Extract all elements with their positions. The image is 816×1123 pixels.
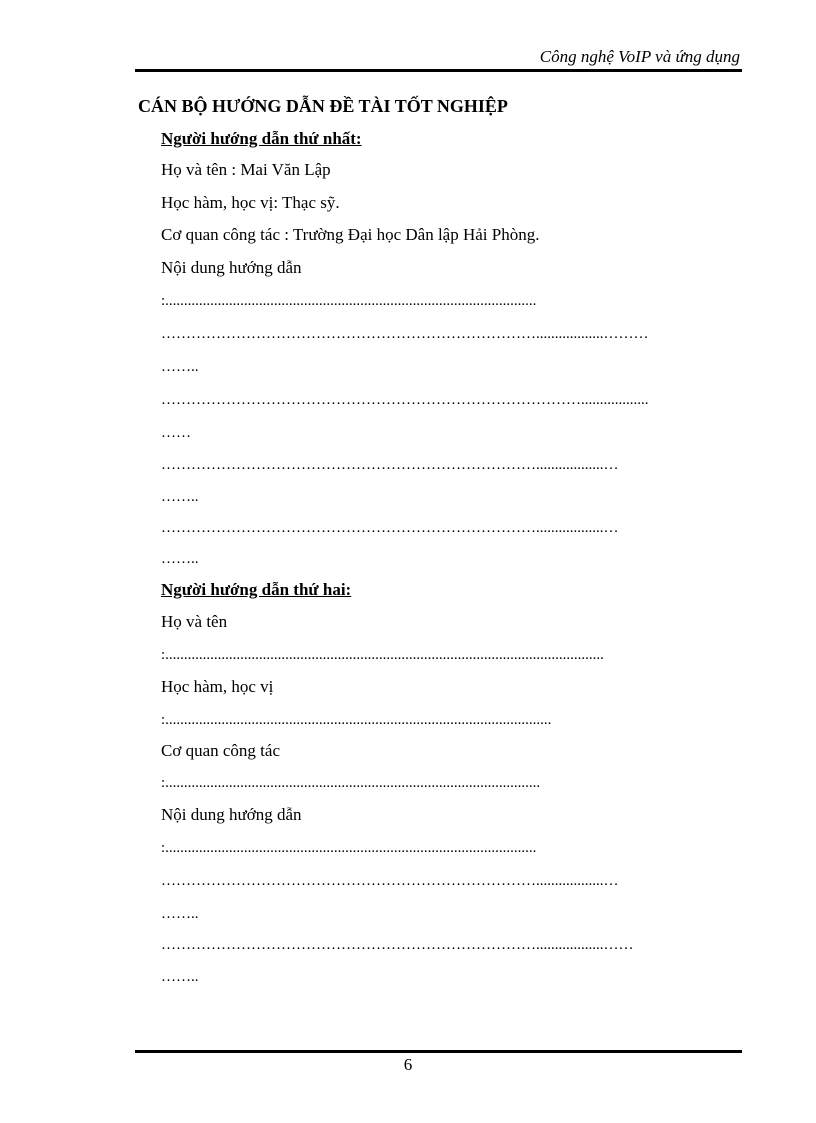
first-advisor-workplace: Cơ quan công tác : Trường Đại học Dân lập Hải Phòng.: [161, 225, 540, 244]
second-advisor-workplace-label: Cơ quan công tác: [161, 741, 280, 760]
running-header: Công nghệ VoIP và ứng dụng: [539, 47, 740, 66]
first-advisor-name: Họ và tên : Mai Văn Lập: [161, 160, 331, 179]
second-advisor-heading: Người hướng dẫn thứ hai:: [161, 580, 352, 599]
first-advisor-dotted-line: :...................................................................................................: [161, 293, 537, 309]
second-advisor-dotted-line: ……..: [161, 906, 199, 922]
second-advisor-academic-title-label: Học hàm, học vị: [161, 677, 274, 696]
second-advisor-workplace-line: :....................................................................................................: [161, 775, 541, 791]
second-advisor-dotted-line: ……..: [161, 969, 199, 985]
header-rule: [135, 69, 742, 72]
first-advisor-content-label: Nội dung hướng dẫn: [161, 258, 302, 277]
second-advisor-name-label: Họ và tên: [161, 612, 228, 631]
first-advisor-dotted-line: ……: [161, 425, 191, 441]
page-title: CÁN BỘ HƯỚNG DẪN ĐỀ TÀI TỐT NGHIỆP: [138, 96, 508, 116]
first-advisor-dotted-line: ……..: [161, 551, 199, 567]
first-advisor-dotted-line: …………………………………………………………………..................…: [161, 457, 619, 473]
second-advisor-name-line: :.....................................................................................................................: [161, 647, 604, 663]
second-advisor-dotted-line: …………………………………………………………………..................……: [161, 937, 634, 953]
first-advisor-dotted-line: …………………………………………………………………..................…: [161, 520, 619, 536]
first-advisor-academic-title: Học hàm, học vị: Thạc sỹ.: [161, 193, 340, 212]
second-advisor-dotted-line: …………………………………………………………………..................…: [161, 873, 619, 889]
second-advisor-dotted-line: :...................................................................................................: [161, 840, 537, 856]
second-advisor-academic-title-line: :.......................................................................................................: [161, 712, 552, 728]
first-advisor-dotted-line: ……..: [161, 359, 199, 375]
first-advisor-dotted-line: …………………………………………………………………………..................: [161, 392, 649, 408]
second-advisor-content-label: Nội dung hướng dẫn: [161, 805, 302, 824]
footer-rule: [135, 1050, 742, 1053]
first-advisor-dotted-line: …………………………………………………………………..................………: [161, 326, 649, 342]
page-number: 6: [403, 1055, 413, 1074]
first-advisor-dotted-line: ……..: [161, 489, 199, 505]
first-advisor-heading: Người hướng dẫn thứ nhất:: [161, 129, 362, 148]
